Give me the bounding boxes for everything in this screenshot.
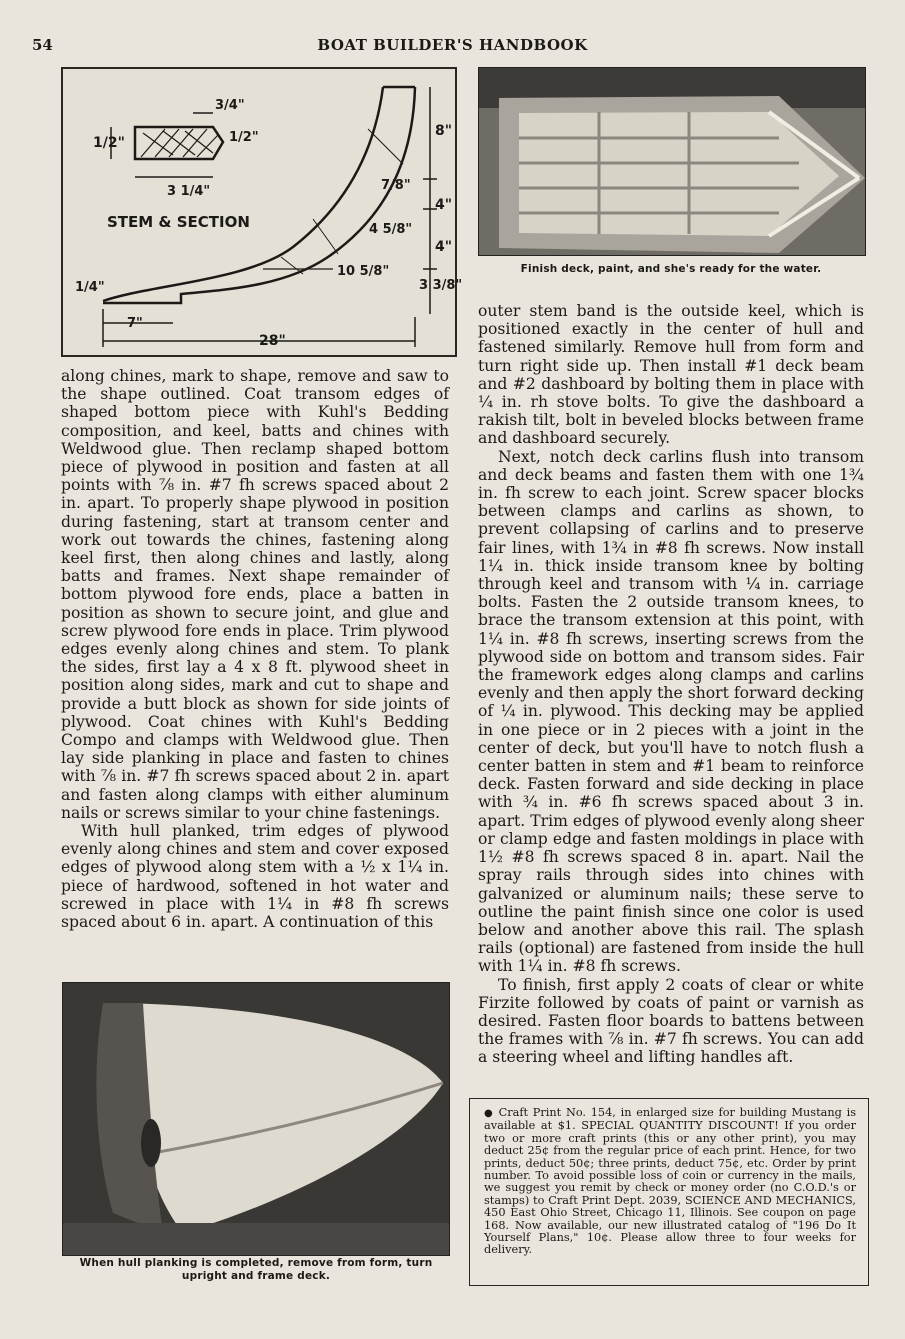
- note-text-block: [484, 1107, 856, 1257]
- running-head: BOAT BUILDER'S HANDBOOK: [317, 36, 588, 54]
- right-paragraph-3: To finish, first apply 2 coats of clear or white Firzite followed by coats of paint or varnish as desired. Fasten floor boards to battens between the frames with ⅞ in. #7 fh screws. You can add a steering wheel and lifting handles aft.: [478, 975, 864, 1067]
- hull-photo-svg: [63, 983, 449, 1255]
- diagram-label: STEM & SECTION: [107, 213, 250, 231]
- caption-bottom-photo: When hull planking is completed, remove from form, turn upright and frame deck.: [79, 1257, 433, 1282]
- dim-4-5-8: 4 5/8": [369, 222, 413, 237]
- dim-section-height-left: 1/2": [93, 135, 125, 151]
- dim-top-width: 3/4": [215, 98, 245, 113]
- dim-section-length: 3 1/4": [167, 184, 211, 199]
- deck-photo-svg: [479, 68, 865, 255]
- section-hatching: [141, 129, 218, 157]
- right-paragraph-2: Next, notch deck carlins flush into transom and deck beams and fasten them with one 1¾ in. fh screw to each joint. Screw spacer blocks between clamps and carlins as shown, to prevent collapsing of carlins and to preserve fair lines, with 1¾ in #8 fh screws. Now install 1¼ in. thick inside transom knee by bolting through keel and transom with ¼ in. carriage bolts. Fasten the 2 outside transom knees, to brace the transom extension at this point, with 1¼ in. #8 fh screws, inserting screws from the plywood side on bottom and transom sides. Fair the framework edges along clamps and carlins evenly and then apply the short forward decking of ¼ in. plywood. This decking may be applied in one piece or in 2 pieces with a joint in the center of deck, but you'll have to notch flush a center batten in stem and #1 beam to reinforce deck. Fasten forward and side decking in place with ¾ in. #6 fh screws spaced about 3 in. apart. Trim edges of plywood evenly along sheer or clamp edge and fasten moldings in place with 1½ #8 fh screws spaced 8 in. apart. Nail the spray rails through sides into chines with galvanized or aluminum nails; these serve to outline the paint finish since one color is used below and another above this rail. The splash rails (optional) are fastened from inside the hull with 1¼ in. #8 fh screws.: [478, 447, 864, 976]
- dim-8: 8": [435, 123, 453, 139]
- left-column: [61, 367, 449, 931]
- deck-framing-photo: [478, 67, 866, 256]
- stem-diagram-svg: [63, 69, 463, 355]
- stem-section-diagram: [61, 67, 463, 357]
- page-number: 54: [32, 36, 53, 54]
- dim-7-8: 7/8": [381, 178, 411, 193]
- dim-7: 7": [127, 316, 143, 331]
- dim-4-a: 4": [435, 197, 453, 213]
- planked-hull-photo: [62, 982, 450, 1256]
- stem-joint-lines: [281, 129, 403, 274]
- dim-3-3-8: 3 3/8": [419, 278, 463, 293]
- dim-28: 28": [259, 333, 286, 349]
- dim-4-b: 4": [435, 239, 453, 255]
- left-paragraph-2: With hull planked, trim edges of plywood evenly along chines and stem and cover exposed edges of plywood along stem with a ½ x 1¼ in. piece of hardwood, softened in hot water and screwed in place with 1¼ in #8 fh screws spaced about 6 in. apart. A continuation of this: [61, 822, 449, 932]
- right-column: [478, 302, 864, 1067]
- note-text: Craft Print No. 154, in enlarged size for building Mustang is available at $1. SPECIAL QUANTITY DISCOUNT! If you order two or more craft prints (this or any other print), you may deduct 25¢ from the regular price of each print. Hence, for two prints, deduct 50¢; three prints, deduct 75¢, etc. Order by print number. To avoid possible loss of coin or currency in the mails, we suggest you remit by check or money order (no C.O.D.'s or stamps) to Craft Print Dept. 2039, SCIENCE AND MECHANICS, 450 East Ohio Street, Chicago 11, Illinois. See coupon on page 168. Now available, our new illustrated catalog of "196 Do It Yourself Plans," 10¢. Please allow three to four weeks for delivery.: [484, 1106, 856, 1257]
- bullet-icon: ●: [484, 1108, 494, 1119]
- caption-top-photo: Finish deck, paint, and she's ready for the water.: [520, 263, 822, 275]
- dim-section-height-right: 1/2": [229, 130, 259, 145]
- dim-10-5-8: 10 5/8": [337, 264, 390, 279]
- dim-1-4: 1/4": [75, 280, 105, 295]
- craft-print-note: [469, 1098, 869, 1286]
- right-paragraph-1: outer stem band is the outside keel, which is positioned exactly in the center of hull and fastened similarly. Remove hull from form and turn right side up. Then install #1 deck beam and #2 dashboard by bolting them in place with ¼ in. rh stove bolts. To give the dashboard a rakish tilt, bolt in beveled blocks between frame and dashboard securely.: [478, 302, 864, 448]
- left-paragraph-1: along chines, mark to shape, remove and saw to the shape outlined. Coat transom edges of shaped bottom piece with Kuhl's Bedding composition, and keel, batts and chines with Weldwood glue. Then reclamp shaped bottom piece of plywood in position and fasten at all points with ⅞ in. #7 fh screws spaced about 2 in. apart. To properly shape plywood in position during fastening, start at transom center and work out towards the chines, fastening along keel first, then along chines and lastly, along batts and frames. Next shape remainder of bottom plywood fore ends, place a batten in position as shown to secure joint, and glue and screw plywood fore ends in place. Trim plywood edges evenly along chines and stem. To plank the sides, first lay a 4 x 8 ft. plywood sheet in position along sides, mark and cut to shape and provide a butt block as shown for side joints of plywood. Coat chines with Kuhl's Bedding Compo and clamps with Weldwood glue. Then lay side planking in place and fasten to chines with ⅞ in. #7 fh screws spaced about 2 in. apart and fasten along clamps with either aluminum nails or screws similar to your chine fastenings.: [61, 367, 449, 822]
